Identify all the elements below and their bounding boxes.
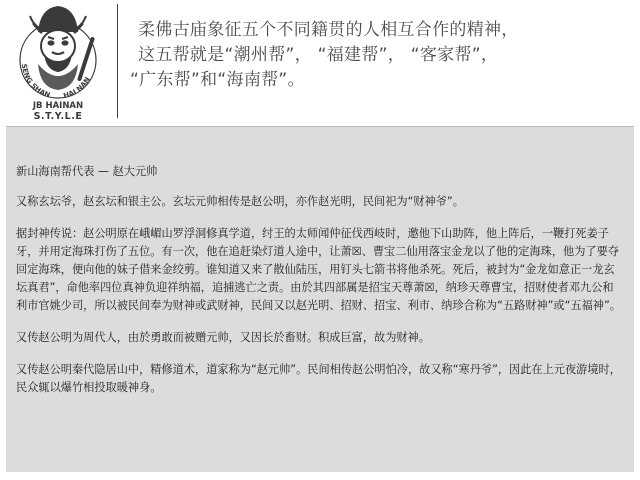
deity-mascot-icon: [8, 2, 108, 120]
logo-line-1: JB HAINAN: [32, 101, 84, 111]
intro-text: [130, 18, 630, 93]
logo-arc-right-text: HAI NAN: [62, 75, 92, 101]
article-paragraph-4: 又传赵公明秦代隐居山中，精修道术，道家称为“赵元帅”。民间相传赵公明怕冷，故又称“寒丹爷”，因此在上元夜游境时，民众辄以爆竹相投取暖神身。: [16, 363, 621, 394]
article-heading: 新山海南帮代表 — 赵大元帅: [16, 165, 158, 178]
article-paragraph-2: 据封神传说：赵公明原在峨嵋山罗浮洞修真学道，纣王的太师闻仲征伐西岐时，邀他下山助阵，他上阵后，一鞭打死姜子牙，并用定海珠打伤了五位。有一次，他在追赶染灯道人途中，让萧☒、曹宝二仙用落宝金龙以了他的定海珠，他为了要夺回定海珠，便向他的妹子借来金绞剪。谁知道又来了散仙陆压，用钉头七箭书将他杀死。死后，被封为“金龙如意正一龙玄坛真君”，命他率四位真神负迎祥纳福，追捕逃亡之责。由於其四部属是招宝天尊萧☒，纳珍天尊曹宝，招财使者邓九公和利市官姚少司，所以被民间奉为财神或武财神，民间又以赵光明、招财、招宝、利市、纳珍合称为“五路财神”或“五福神”。: [16, 227, 621, 312]
header-divider: [117, 4, 118, 118]
logo-line-2: S.T.Y.L.E: [33, 111, 83, 120]
intro-line-2: 这五帮就是“潮州帮”， “福建帮”， “客家帮”，: [138, 45, 499, 65]
jb-hainan-style-logo: [8, 2, 108, 120]
article-paragraph-3: 又传赵公明为周代人，由於勇敢而被赠元帅，又因长於畜财。积成巨富，故为财神。: [16, 331, 430, 344]
article-panel: [6, 126, 634, 472]
intro-line-1: 柔佛古庙象征五个不同籍贯的人相互合作的精神，: [138, 20, 519, 40]
header: [0, 0, 640, 124]
intro-line-3: “广东帮”和“海南帮”。: [130, 70, 305, 90]
logo-arc-left-text: SENG SHAN: [19, 63, 52, 100]
article-paragraph-1: 又称玄坛爷，赵玄坛和银主公。玄坛元帅相传是赵公明，亦作赵光明，民间祀为“财神爷”。: [16, 195, 464, 208]
